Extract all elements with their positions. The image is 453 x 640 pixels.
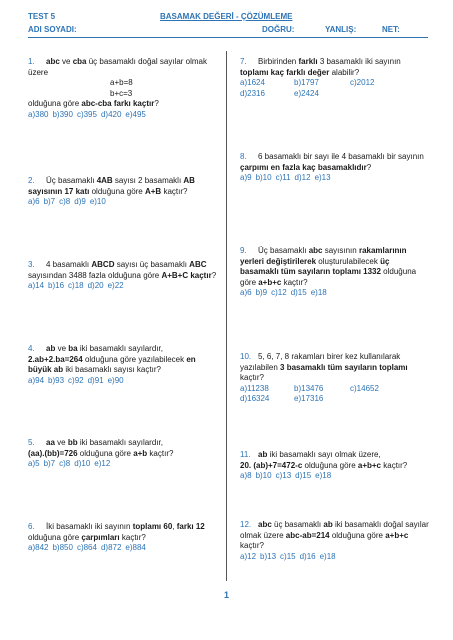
- option-a[interactable]: a)9: [240, 173, 252, 183]
- option-a[interactable]: a)11238: [240, 383, 269, 393]
- question-number: 3.: [28, 260, 35, 269]
- q-text: ?: [366, 162, 372, 172]
- wrong-label: YANLIŞ:: [325, 25, 357, 34]
- option-c[interactable]: c)11: [275, 173, 291, 183]
- option-d[interactable]: d)15: [295, 471, 312, 481]
- equation-2: b+c=3: [110, 88, 133, 98]
- q-text: olduğuna göre: [89, 186, 145, 196]
- q-text: iki basamaklı sayılardır,: [77, 344, 163, 353]
- header-rule: [28, 37, 428, 38]
- option-d[interactable]: d)20: [87, 281, 104, 291]
- q-text: abc: [308, 246, 323, 255]
- q-text: Üç basamaklı: [258, 246, 309, 255]
- q-text: abc: [46, 57, 60, 66]
- option-b[interactable]: b)10: [255, 471, 272, 481]
- option-d[interactable]: d)872: [100, 543, 122, 553]
- answer-options: [240, 552, 430, 563]
- q-text: ABCD: [91, 260, 115, 269]
- q-text: olduğuna göre: [302, 460, 358, 470]
- q-text: üç basamaklı doğal sayılar olmak üzere: [28, 57, 207, 77]
- question-number: 8.: [240, 152, 247, 161]
- option-a[interactable]: a)6: [28, 197, 40, 207]
- option-e[interactable]: e)884: [125, 543, 146, 553]
- q-text: en büyük ab: [28, 354, 196, 375]
- option-c[interactable]: c)395: [76, 109, 97, 119]
- option-c[interactable]: c)8: [59, 197, 71, 207]
- q-text: alabilir?: [329, 67, 360, 77]
- q-text: ?: [211, 270, 217, 280]
- test-label: TEST 5: [28, 12, 56, 21]
- option-e[interactable]: e)2424: [294, 88, 319, 98]
- q-text: sayısından 3488 fazla olduğuna göre: [28, 270, 162, 280]
- option-e[interactable]: e)10: [89, 197, 106, 207]
- option-e[interactable]: e)17316: [294, 394, 324, 404]
- q-text: ab: [258, 450, 268, 459]
- option-b[interactable]: b)13476: [294, 383, 324, 393]
- worksheet-title: BASAMAK DEĞERİ - ÇÖZÜMLEME: [160, 12, 293, 21]
- option-a[interactable]: a)842: [28, 543, 49, 553]
- question-number: 6.: [28, 522, 35, 531]
- option-e[interactable]: e)22: [107, 281, 124, 291]
- answer-options: [240, 471, 430, 482]
- q-text: 2.ab+2.ba=264: [28, 354, 83, 364]
- option-a[interactable]: a)5: [28, 459, 40, 469]
- q-text: üç basamaklı: [271, 520, 324, 529]
- q-text: 5, 6, 7, 8 rakamları birer kez kullanılarak yazılabilen: [240, 352, 401, 372]
- option-e[interactable]: e)90: [107, 375, 124, 385]
- q-text: kaçtır?: [240, 541, 265, 551]
- q-text: 6 basamaklı bir sayı ile 4 basamaklı bir sayının: [258, 152, 424, 161]
- q-text: toplamı 60: [132, 522, 173, 531]
- option-c[interactable]: c)8: [59, 459, 71, 469]
- option-b[interactable]: b)16: [48, 281, 65, 291]
- q-text: a+b+c: [357, 460, 382, 470]
- q-text: farkı 12: [176, 522, 205, 531]
- option-e[interactable]: e)18: [319, 551, 336, 561]
- option-e[interactable]: e)13: [314, 173, 331, 183]
- question-number: 7.: [240, 57, 247, 66]
- option-b[interactable]: b)10: [255, 173, 272, 183]
- option-c[interactable]: c)92: [68, 375, 84, 385]
- answer-options: [28, 110, 218, 121]
- option-c[interactable]: c)18: [68, 281, 84, 291]
- option-b[interactable]: b)390: [52, 109, 73, 119]
- answer-options: [240, 288, 430, 299]
- question-number: 9.: [240, 246, 247, 255]
- q-text: ?: [154, 99, 159, 109]
- q-text: ve: [59, 57, 73, 66]
- option-e[interactable]: e)495: [125, 109, 146, 119]
- option-d[interactable]: d)420: [100, 109, 122, 119]
- q-text: çarpımı en fazla kaç basamaklıdır: [240, 162, 367, 172]
- option-d[interactable]: d)12: [294, 173, 311, 183]
- net-label: NET:: [382, 25, 400, 34]
- q-text: kaçtır?: [147, 448, 174, 458]
- option-c[interactable]: c)13: [275, 471, 292, 481]
- option-c[interactable]: c)2012: [350, 78, 375, 88]
- q-text: olduğuna göre: [28, 99, 82, 109]
- option-c[interactable]: c)15: [280, 551, 296, 561]
- q-text: iki basamaklı sayı olmak üzere,: [267, 450, 381, 459]
- question-9: [240, 246, 430, 299]
- option-a[interactable]: a)14: [28, 281, 45, 291]
- option-b[interactable]: b)13: [260, 551, 277, 561]
- question-number: 10.: [240, 352, 252, 361]
- option-e[interactable]: e)18: [315, 471, 332, 481]
- q-text: iki basamaklı sayılardır,: [77, 438, 163, 447]
- answer-options: [28, 459, 218, 470]
- option-d[interactable]: d)16: [299, 551, 316, 561]
- option-b[interactable]: b)7: [43, 459, 56, 469]
- question-number: 2.: [28, 176, 35, 185]
- option-a[interactable]: a)12: [240, 551, 257, 561]
- answer-options: [28, 543, 218, 554]
- question-number: 12.: [240, 520, 252, 529]
- option-d[interactable]: d)15: [290, 288, 307, 298]
- option-c[interactable]: c)14652: [350, 383, 379, 393]
- q-text: A+B+C kaçtır: [161, 270, 212, 280]
- q-text: olduğuna göre: [28, 532, 82, 542]
- option-b[interactable]: b)7: [43, 197, 56, 207]
- q-text: ve: [55, 344, 69, 353]
- q-text: olduğuna göre yazılabilecek: [82, 354, 187, 364]
- question-number: 11.: [240, 450, 251, 459]
- q-text: olduğuna göre: [77, 448, 134, 458]
- q-text: ,: [172, 522, 177, 531]
- q-text: abc: [258, 520, 272, 529]
- question-11: [240, 450, 430, 482]
- q-text: ba: [68, 344, 78, 353]
- option-a[interactable]: a)6: [240, 288, 252, 298]
- answer-options: [28, 376, 218, 387]
- answer-options: [28, 197, 218, 208]
- q-text: olduğuna göre: [240, 267, 417, 287]
- question-6: [28, 522, 218, 554]
- q-text: farklı: [298, 57, 318, 66]
- q-text: 3 basamaklı iki sayının: [317, 57, 401, 66]
- q-text: çarpımları: [81, 532, 120, 542]
- q-text: oluşturulabilecek: [316, 256, 381, 266]
- q-text: iki basamaklı doğal sayılar olmak üzere: [240, 520, 429, 540]
- q-text: 3 basamaklı tüm sayıların toplamı: [280, 362, 408, 372]
- q-text: a+b+c: [258, 277, 282, 287]
- q-text: a+b: [133, 448, 148, 458]
- q-text: Birbirinden: [258, 57, 299, 66]
- question-7: [240, 57, 430, 99]
- question-2: [28, 176, 218, 208]
- question-1: [28, 57, 218, 121]
- q-text: toplamı kaç farklı değer: [240, 67, 330, 77]
- q-text: ve: [54, 438, 68, 447]
- question-4: [28, 344, 218, 386]
- page-number: 1: [223, 590, 229, 600]
- option-b[interactable]: b)93: [48, 375, 65, 385]
- q-text: 4 basamaklı: [46, 260, 92, 269]
- question-number: 4.: [28, 344, 35, 353]
- equation-1: a+b=8: [110, 78, 133, 88]
- option-d[interactable]: d)10: [74, 459, 91, 469]
- q-text: kaçtır?: [281, 277, 308, 287]
- option-b[interactable]: b)1797: [294, 78, 319, 88]
- q-text: abc-cba farkı kaçtır: [81, 99, 155, 109]
- option-c[interactable]: c)864: [76, 543, 97, 553]
- q-text: üç basamaklı tüm sayıların toplamı 1332: [240, 256, 390, 277]
- q-text: sayısı 2 basamaklı: [112, 176, 184, 185]
- option-e[interactable]: e)12: [94, 459, 111, 469]
- q-text: kaçtır?: [119, 532, 146, 542]
- q-text: 4AB: [96, 176, 113, 185]
- q-text: kaçtır?: [240, 373, 265, 383]
- option-a[interactable]: a)1624: [240, 78, 265, 88]
- option-b[interactable]: b)9: [255, 288, 268, 298]
- q-text: AB sayısının 17 katı: [28, 176, 195, 196]
- question-number: 1.: [28, 57, 35, 66]
- q-text: A+B: [144, 186, 162, 196]
- option-d[interactable]: d)9: [74, 197, 86, 207]
- name-label: ADI SOYADI:: [28, 25, 77, 34]
- answer-options: [28, 281, 218, 292]
- answer-options: [240, 384, 430, 405]
- q-text: iki basamaklı sayısı kaçtır?: [63, 365, 161, 375]
- option-a[interactable]: a)8: [240, 471, 252, 481]
- question-3: [28, 260, 218, 292]
- q-text: ABC: [189, 260, 207, 269]
- question-5: [28, 438, 218, 470]
- question-number: 5.: [28, 438, 35, 447]
- q-text: cba: [72, 57, 87, 66]
- q-text: rakamlarının yerleri değiştirilerek: [240, 246, 407, 266]
- question-8: [240, 152, 430, 184]
- correct-label: DOĞRU:: [262, 25, 295, 34]
- q-text: İki basamaklı iki sayının: [46, 522, 133, 531]
- q-text: ab: [323, 520, 333, 529]
- option-d[interactable]: d)91: [87, 375, 104, 385]
- q-text: sayısının: [322, 246, 359, 255]
- option-d[interactable]: d)2316: [240, 88, 265, 98]
- option-a[interactable]: a)380: [28, 109, 49, 119]
- q-text: kaçtır?: [381, 460, 408, 470]
- question-10: [240, 352, 430, 405]
- option-b[interactable]: b)850: [52, 543, 73, 553]
- q-text: abc-ab=214: [285, 530, 330, 540]
- option-c[interactable]: c)12: [271, 288, 287, 298]
- option-d[interactable]: d)16324: [240, 394, 270, 404]
- q-text: bb: [67, 438, 78, 447]
- q-text: aa: [46, 438, 55, 447]
- q-text: kaçtır?: [161, 186, 188, 196]
- q-text: ab: [46, 344, 56, 353]
- option-a[interactable]: a)94: [28, 375, 45, 385]
- answer-options: [240, 173, 430, 184]
- q-text: a+b+c: [385, 530, 409, 540]
- q-text: olduğuna göre: [329, 530, 386, 540]
- question-12: [240, 520, 430, 562]
- q-text: sayısı üç basamaklı: [114, 260, 190, 269]
- option-e[interactable]: e)18: [310, 288, 327, 298]
- q-text: 20. (ab)+7=472-c: [240, 460, 303, 470]
- q-text: Üç basamaklı: [46, 176, 97, 185]
- answer-options: [240, 78, 430, 99]
- column-divider: [226, 51, 227, 581]
- q-text: (aa).(bb)=726: [28, 448, 78, 458]
